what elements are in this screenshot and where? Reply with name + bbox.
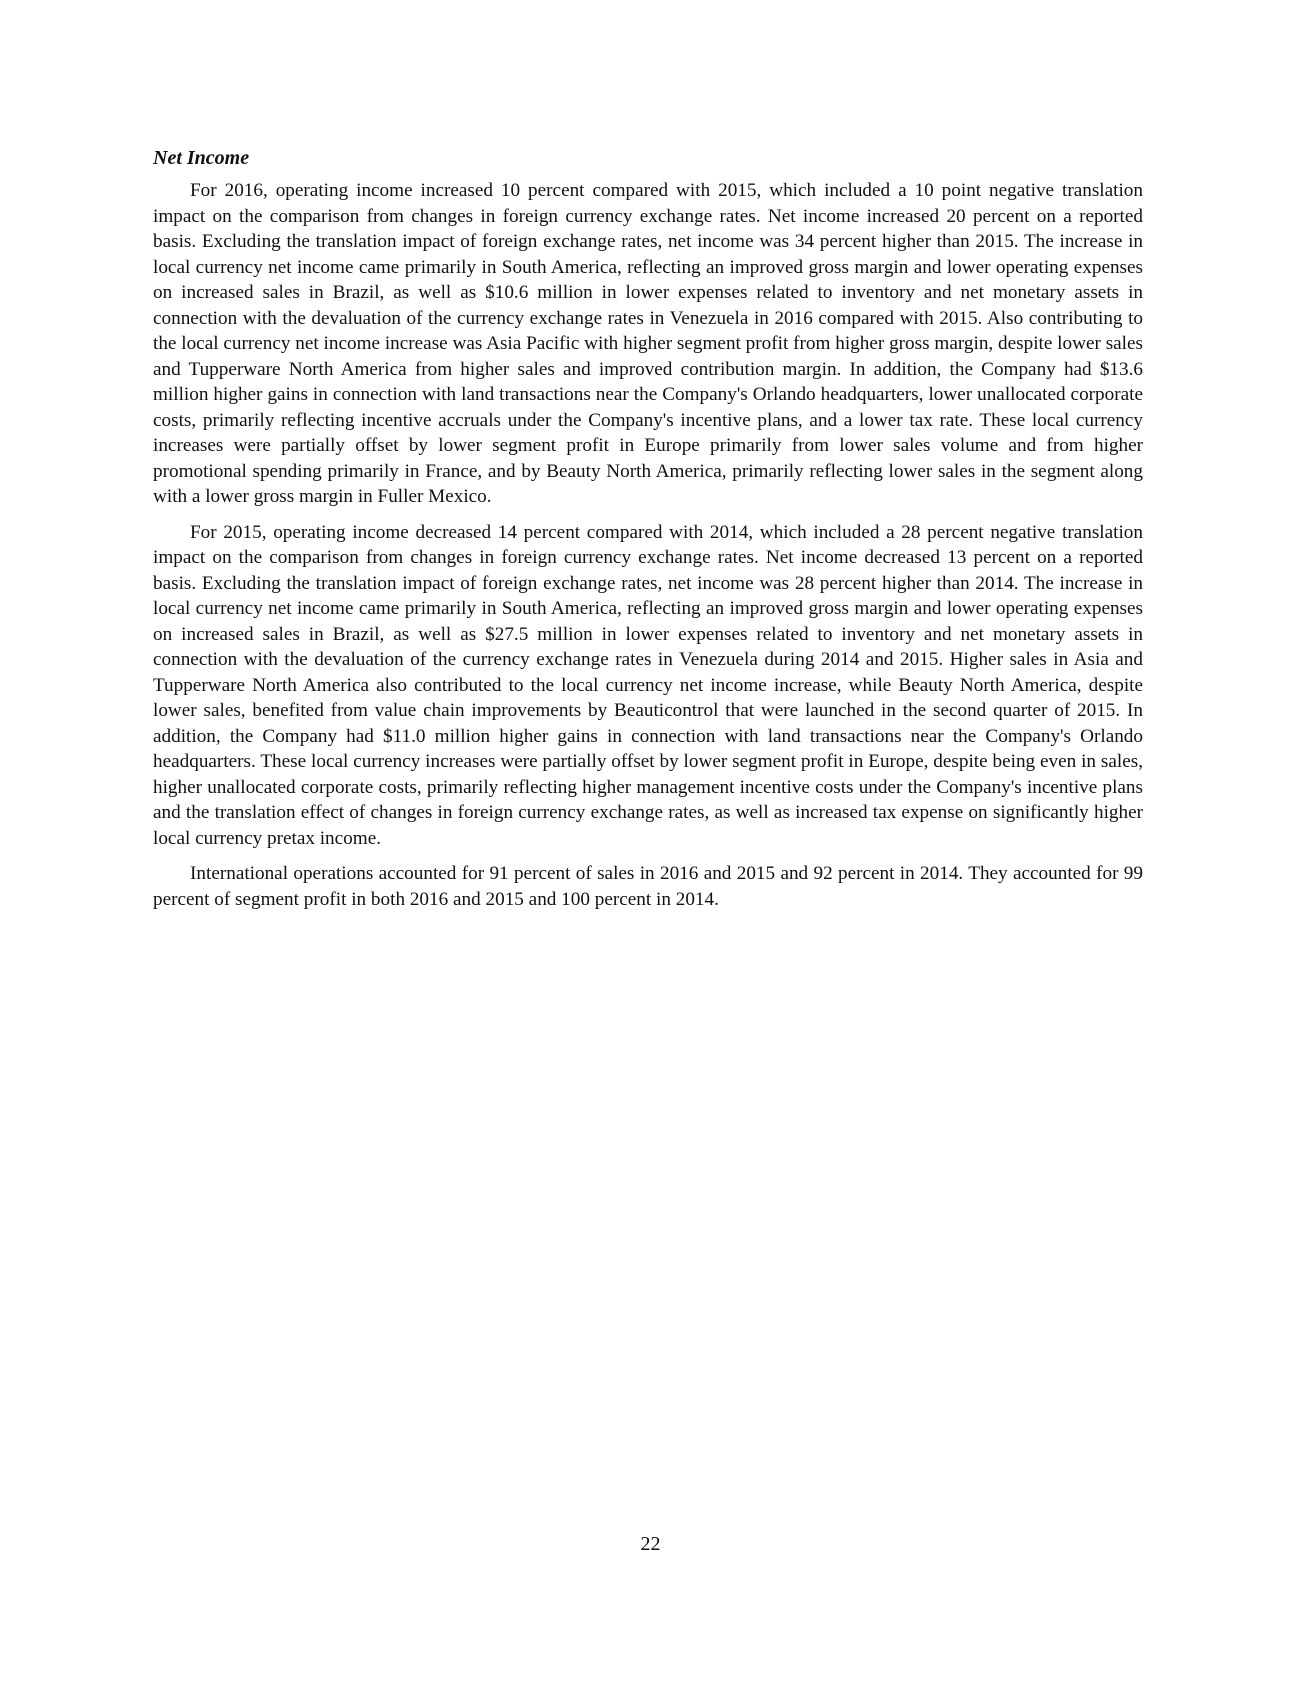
paragraph-2015-net-income: For 2015, operating income decreased 14 percent compared with 2014, which included a 28 percent negative translation impact on the comparison from changes in foreign currency exchange rates. Net income decreased 13 percent on a reported basis. Excluding the translation impact of foreign exchange rates, net income was 28 percent higher than 2014. The increase in local currency net income came primarily in South America, reflecting an improved gross margin and lower operating expenses on increased sales in Brazil, as well as $27.5 million in lower expenses related to inventory and net monetary assets in connection with the devaluation of the currency exchange rates in Venezuela during 2014 and 2015. Higher sales in Asia and Tupperware North America also contributed to the local currency net income increase, while Beauty North America, despite lower sales, benefited from value chain improvements by Beauticontrol that were launched in the second quarter of 2015. In addition, the Company had $11.0 million higher gains in connection with land transactions near the Company's Orlando headquarters. These local currency increases were partially offset by lower segment profit in Europe, despite being even in sales, higher unallocated corporate costs, primarily reflecting higher management incentive costs under the Company's incentive plans and the translation effect of changes in foreign currency exchange rates, as well as increased tax expense on significantly higher local currency pretax income. xyxy=(153,521,1143,849)
paragraph-international-operations: International operations accounted for 91 percent of sales in 2016 and 2015 and 92 percent in 2014. They accounted for 99 percent of segment profit in both 2016 and 2015 and 100 percent in 2014. xyxy=(153,863,1143,910)
paragraph-2016-net-income: For 2016, operating income increased 10 percent compared with 2015, which included a 10 point negative translation impact on the comparison from changes in foreign currency exchange rates. Net income increased 20 percent on a reported basis. Excluding the translation impact of foreign exchange rates, net income was 34 percent higher than 2015. The increase in local currency net income came primarily in South America, reflecting an improved gross margin and lower operating expenses on increased sales in Brazil, as well as $10.6 million in lower expenses related to inventory and net monetary assets in connection with the devaluation of the currency exchange rates in Venezuela in 2016 compared with 2015. Also contributing to the local currency net income increase was Asia Pacific with higher segment profit from higher gross margin, despite lower sales and Tupperware North America from higher sales and improved contribution margin. In addition, the Company had $13.6 million higher gains in connection with land transactions near the Company's Orlando headquarters, lower unallocated corporate costs, primarily reflecting incentive accruals under the Company's incentive plans, and a lower tax rate. These local currency increases were partially offset by lower segment profit in Europe primarily from lower sales volume and from higher promotional spending primarily in France, and by Beauty North America, primarily reflecting lower sales in the segment along with a lower gross margin in Fuller Mexico. xyxy=(153,180,1143,507)
section-heading: Net Income xyxy=(153,147,250,169)
page-number: 22 xyxy=(640,1533,661,1555)
document-body xyxy=(153,146,1143,922)
